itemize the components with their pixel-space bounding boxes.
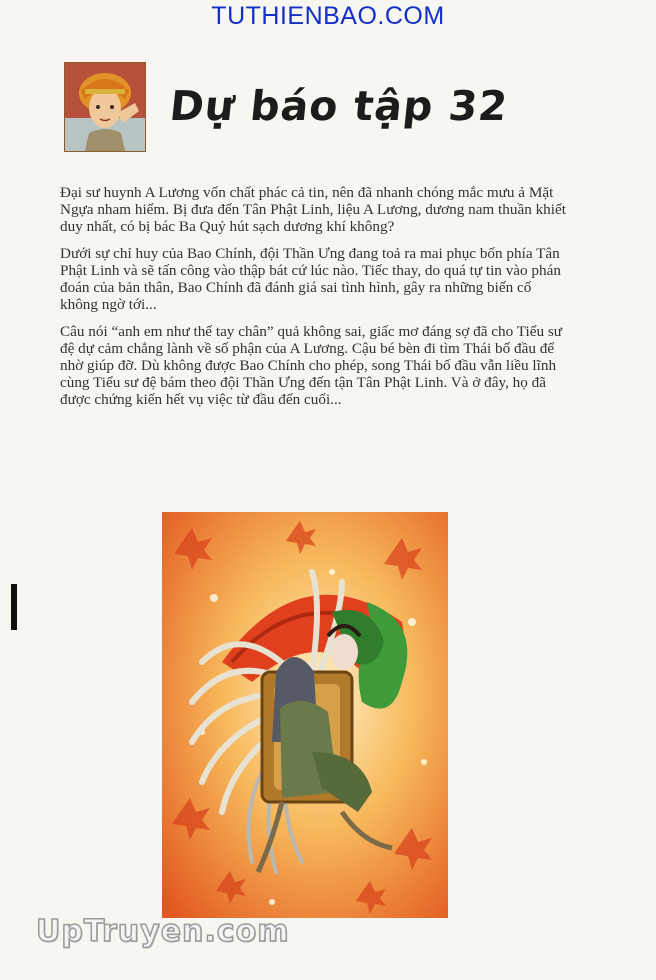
site-header-link[interactable]: TUTHIENBAO.COM [211, 2, 445, 30]
paragraph-2: Dưới sự chỉ huy của Bao Chính, đội Thần Ưng đang toả ra mai phục bốn phía Tân Phật Linh và sẽ tấn công vào thập bát cứ lúc nào. Tiếc thay, do quá tự tin vào phán đoán của bản thân, Bao Chính đã đánh giá sai tình hình, gây ra những biến cố không ngờ tới... [60, 245, 561, 313]
cover-illustration [162, 512, 448, 918]
page-title: Dự báo tập 32 [167, 82, 511, 130]
article-body [60, 184, 566, 418]
watermark-logo: UpTruyen.com [36, 914, 290, 949]
paragraph-3: Câu nói “anh em như thể tay chân” quả không sai, giấc mơ đáng sợ đã cho Tiểu sư đệ dự cảm chẳng lành về số phận của A Lương. Cậu bé bèn đi tìm Thái bố đầu để nhờ giúp đỡ. Dù không được Bao Chính cho phép, song Thái bố đầu vẫn liều lĩnh cùng Tiểu sư đệ bám theo đội Thần Ưng đến tận Tân Phật Linh. Và ở đây, họ đã được chứng kiến hết vụ việc từ đầu đến cuối... [60, 323, 562, 408]
paragraph-1: Đại sư huynh A Lương vốn chất phác cả tin, nên đã nhanh chóng mắc mưu ả Mặt Ngựa nham hiểm. Bị đưa đến Tân Phật Linh, liệu A Lương, dương nam thuần khiết duy nhất, có bị bác Ba Quỷ hút sạch dương khí không? [60, 184, 566, 235]
character-portrait-image [64, 62, 146, 152]
page-edge-mark [11, 584, 17, 630]
